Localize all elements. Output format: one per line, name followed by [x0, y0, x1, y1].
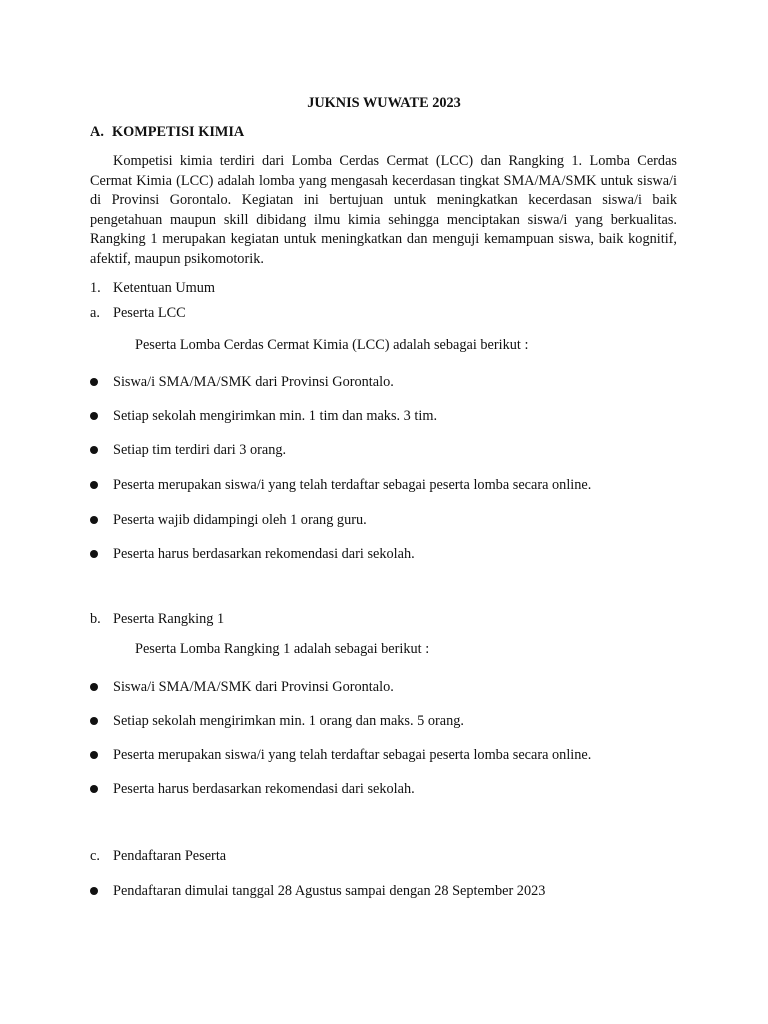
bullet-text: Siswa/i SMA/MA/SMK dari Provinsi Gorontalo.: [113, 679, 394, 695]
bullet-text: Setiap sekolah mengirimkan min. 1 orang dan maks. 5 orang.: [113, 713, 464, 729]
bullet-icon: [90, 550, 98, 558]
bullet-icon: [90, 446, 98, 454]
list-item-ketentuan-umum: [90, 279, 215, 297]
bullet-icon: [90, 683, 98, 691]
bullet-text: Peserta wajib didampingi oleh 1 orang guru.: [113, 512, 367, 528]
list-marker: 1.: [90, 280, 101, 296]
bullet-item: [90, 678, 394, 696]
list-marker: b.: [90, 611, 101, 627]
bullet-item: [90, 882, 545, 900]
bullet-icon: [90, 887, 98, 895]
bullet-item: [90, 407, 437, 425]
bullet-text: Peserta harus berdasarkan rekomendasi dari sekolah.: [113, 781, 415, 797]
bullet-item: [90, 511, 367, 529]
lead-text-rangking-1: Peserta Lomba Rangking 1 adalah sebagai berikut :: [135, 641, 430, 657]
bullet-icon: [90, 516, 98, 524]
bullet-icon: [90, 751, 98, 759]
subsection-peserta-lcc: [90, 304, 186, 322]
subsection-label: Pendaftaran Peserta: [113, 848, 227, 864]
subsection-label: Peserta LCC: [113, 305, 186, 321]
list-marker: c.: [90, 848, 100, 864]
bullet-text: Setiap tim terdiri dari 3 orang.: [113, 442, 287, 458]
bullet-icon: [90, 481, 98, 489]
bullet-text: Peserta harus berdasarkan rekomendasi dari sekolah.: [113, 546, 415, 562]
section-heading-text: KOMPETISI KIMIA: [112, 124, 245, 140]
bullet-item: [90, 712, 464, 730]
subsection-pendaftaran-peserta: [90, 847, 226, 865]
bullet-item: [90, 545, 415, 563]
lead-text-lcc: Peserta Lomba Cerdas Cermat Kimia (LCC) adalah sebagai berikut :: [135, 337, 529, 353]
bullet-icon: [90, 717, 98, 725]
list-marker: a.: [90, 305, 100, 321]
bullet-text: Pendaftaran dimulai tanggal 28 Agustus sampai dengan 28 September 2023: [113, 883, 546, 899]
bullet-item: [90, 780, 415, 798]
section-heading-kompetisi-kimia: [90, 123, 244, 141]
bullet-icon: [90, 412, 98, 420]
bullet-item: [90, 476, 591, 494]
bullet-text: Siswa/i SMA/MA/SMK dari Provinsi Gorontalo.: [113, 374, 394, 390]
intro-paragraph: Kompetisi kimia terdiri dari Lomba Cerdas Cermat (LCC) dan Rangking 1. Lomba Cerdas Cermat Kimia (LCC) adalah lomba yang mengasah kecerdasan tingkat SMA/MA/SMK untuk siswa/i di Provinsi Gorontalo. Kegiatan ini bertujuan untuk meningkatkan kecerdasan siswa/i baik pengetahuan maupun skill dibidang ilmu kimia sehingga menciptakan siswa/i yang berkualitas. Rangking 1 merupakan kegiatan untuk meningkatkan dan menguji kemampuan siswa, baik kognitif, afektif, maupun psikomotorik.: [90, 153, 677, 267]
bullet-item: [90, 441, 286, 459]
bullet-icon: [90, 378, 98, 386]
bullet-text: Peserta merupakan siswa/i yang telah terdaftar sebagai peserta lomba secara online.: [113, 747, 592, 763]
bullet-text: Setiap sekolah mengirimkan min. 1 tim dan maks. 3 tim.: [113, 408, 438, 424]
section-marker: A.: [90, 124, 104, 140]
list-item-label: Ketentuan Umum: [113, 280, 216, 296]
subsection-label: Peserta Rangking 1: [113, 611, 225, 627]
subsection-peserta-rangking-1: [90, 610, 224, 628]
document-title: JUKNIS WUWATE 2023: [307, 95, 461, 111]
bullet-item: [90, 746, 591, 764]
bullet-text: Peserta merupakan siswa/i yang telah terdaftar sebagai peserta lomba secara online.: [113, 477, 592, 493]
bullet-icon: [90, 785, 98, 793]
bullet-item: [90, 373, 394, 391]
